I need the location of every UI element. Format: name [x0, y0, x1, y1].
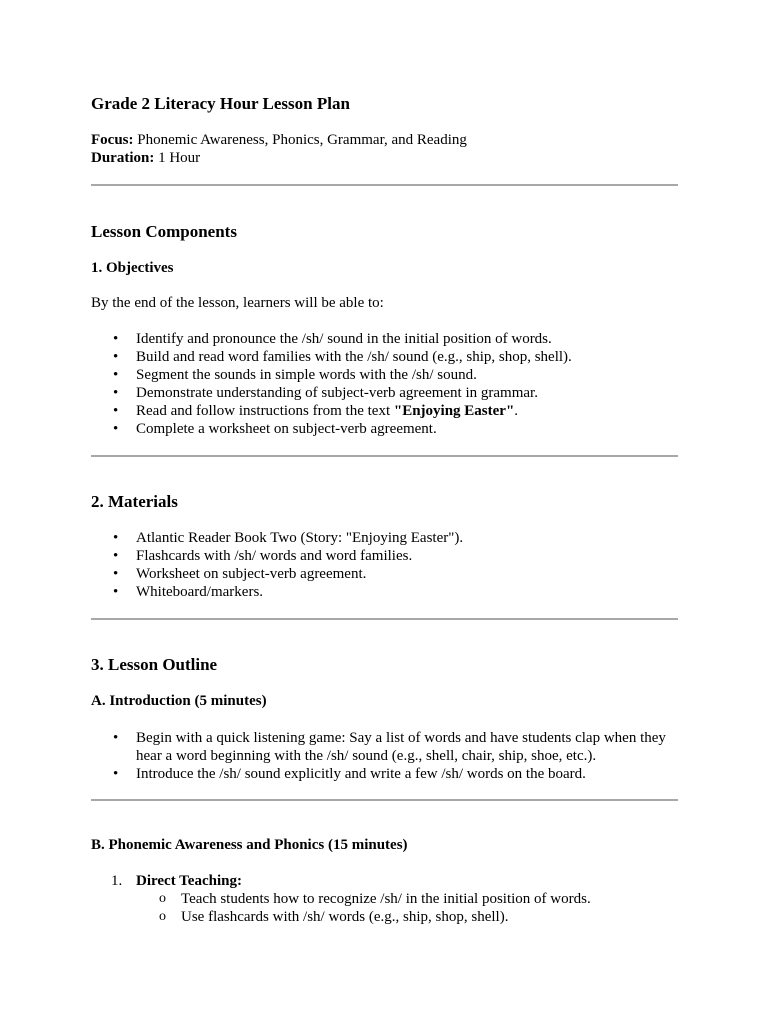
list-item: • Flashcards with /sh/ words and word families. [91, 547, 678, 565]
list-item-text: Use flashcards with /sh/ words (e.g., ship, shop, shell). [181, 909, 509, 925]
list-item: • Build and read word families with the /sh/ sound (e.g., ship, shop, shell). [91, 348, 678, 366]
sub-list [136, 890, 678, 926]
list-item [91, 872, 678, 926]
introduction-heading: A. Introduction (5 minutes) [91, 693, 267, 709]
list-item: • Worksheet on subject-verb agreement. [91, 565, 678, 583]
materials-heading: 2. Materials [91, 492, 178, 511]
objectives-list [91, 330, 678, 438]
focus-line [91, 131, 467, 149]
duration-line [91, 149, 200, 167]
list-item-text: Teach students how to recognize /sh/ in the initial position of words. [181, 891, 591, 907]
duration-value: 1 Hour [154, 150, 201, 166]
list-item: • Introduce the /sh/ sound explicitly and write a few /sh/ words on the board. [91, 765, 678, 783]
list-item-text: Read and follow instructions from the text [136, 403, 394, 419]
phonics-steps [91, 872, 678, 926]
divider [91, 618, 678, 620]
step-label: Direct Teaching: [136, 873, 242, 889]
list-item: • Whiteboard/markers. [91, 583, 678, 601]
divider [91, 184, 678, 186]
objectives-intro: By the end of the lesson, learners will be able to: [91, 295, 384, 311]
phonics-heading: B. Phonemic Awareness and Phonics (15 minutes) [91, 837, 408, 853]
story-title: "Enjoying Easter" [393, 403, 515, 419]
divider [91, 455, 678, 457]
introduction-list [91, 729, 678, 783]
list-item: • Begin with a quick listening game: Say a list of words and have students clap when they hear a word beginning with the /sh/ sound (e.g., shell, chair, ship, shoe, etc.). [91, 729, 678, 765]
circle-bullet: o [159, 909, 166, 924]
list-item [91, 402, 678, 420]
list-item: • Complete a worksheet on subject-verb agreement. [91, 420, 678, 438]
list-item: • Demonstrate understanding of subject-verb agreement in grammar. [91, 384, 678, 402]
list-number: 1. [111, 873, 123, 889]
focus-label: Focus: [91, 132, 134, 148]
lesson-outline-heading: 3. Lesson Outline [91, 655, 218, 674]
list-item: • Identify and pronounce the /sh/ sound in the initial position of words. [91, 330, 678, 348]
materials-list [91, 529, 678, 601]
page-title: Grade 2 Literacy Hour Lesson Plan [91, 94, 350, 113]
duration-label: Duration: [91, 150, 155, 166]
list-item: • Segment the sounds in simple words with the /sh/ sound. [91, 366, 678, 384]
objectives-heading: 1. Objectives [91, 260, 174, 276]
focus-value: Phonemic Awareness, Phonics, Grammar, and Reading [133, 132, 467, 148]
list-item: • Atlantic Reader Book Two (Story: "Enjoying Easter"). [91, 529, 678, 547]
lesson-components-heading: Lesson Components [91, 222, 237, 241]
list-item-end: . [514, 403, 519, 419]
divider [91, 799, 678, 801]
list-item [136, 890, 678, 908]
list-item [136, 908, 678, 926]
circle-bullet: o [159, 891, 166, 906]
